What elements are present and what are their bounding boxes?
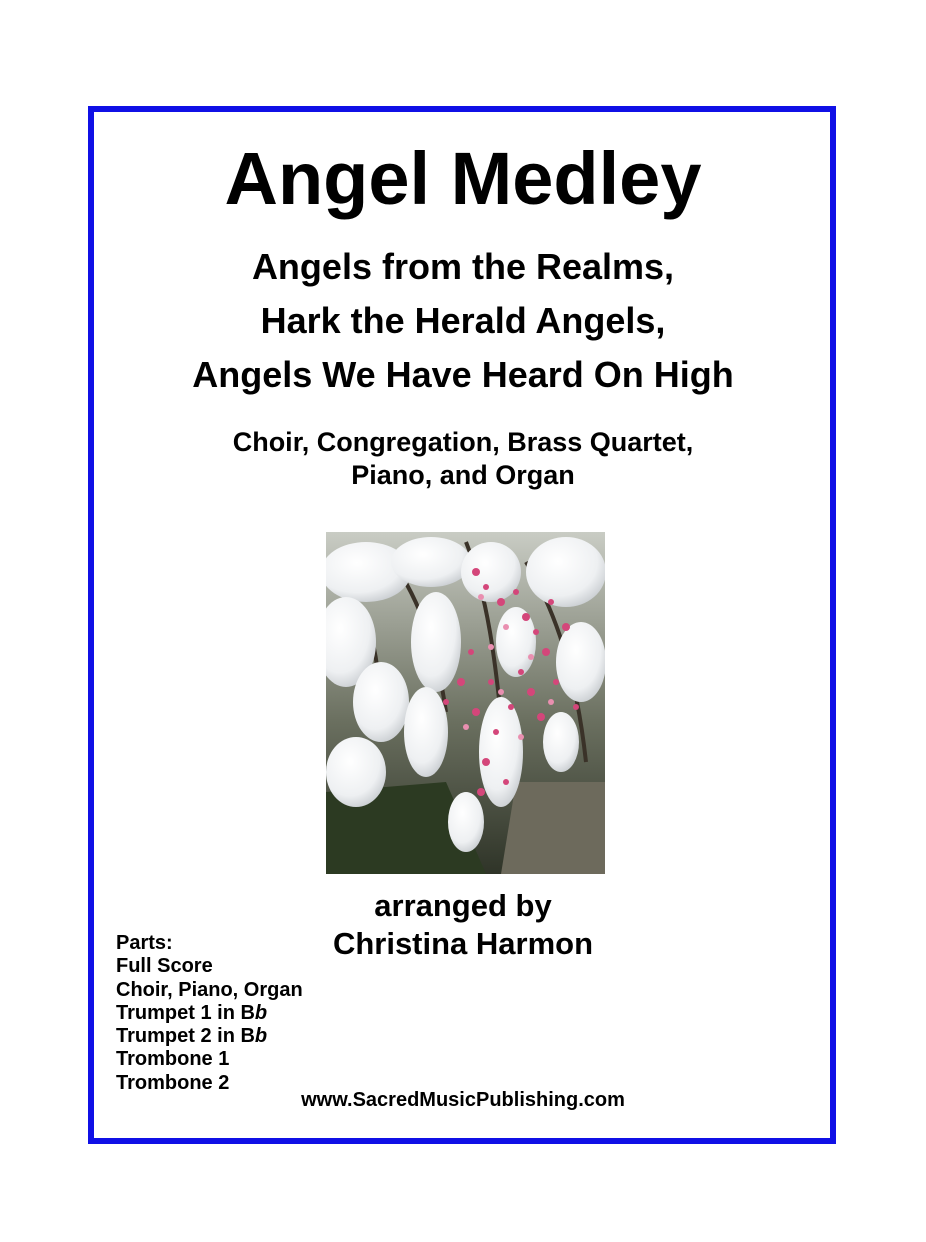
- subtitle-line: Hark the Herald Angels,: [260, 300, 666, 341]
- snowy-blossom-photo-icon: [326, 532, 605, 874]
- part-item-name: Trumpet 2 in B: [116, 1025, 255, 1048]
- flat-symbol: b: [254, 1001, 268, 1024]
- subtitle-line: Angels from the Realms,: [251, 246, 675, 287]
- part-item: Trombone 2: [116, 1071, 230, 1094]
- publisher-website: www.SacredMusicPublishing.com: [301, 1089, 625, 1111]
- part-item: Choir, Piano, Organ: [116, 978, 303, 1001]
- instrumentation-line: Choir, Congregation, Brass Quartet,: [232, 427, 694, 457]
- subtitle-line: Angels We Have Heard On High: [192, 354, 734, 395]
- cover-title: Angel Medley: [224, 137, 702, 220]
- flat-symbol: b: [254, 1025, 268, 1048]
- subtitle-block: [0, 240, 926, 402]
- part-item: Full Score: [116, 955, 213, 978]
- parts-heading: Parts:: [116, 932, 173, 954]
- part-item: [116, 1025, 303, 1048]
- composer-name: Christina Harmon: [332, 926, 594, 961]
- part-item: Trombone 1: [116, 1048, 230, 1071]
- instrumentation-line: Piano, and Organ: [351, 460, 575, 490]
- cover-photo: [326, 532, 605, 874]
- arranged-by-label: arranged by: [374, 888, 552, 923]
- parts-list: [116, 932, 303, 1095]
- part-item-name: Trumpet 1 in B: [116, 1001, 255, 1024]
- part-item: [116, 1002, 303, 1025]
- instrumentation-block: [0, 426, 926, 492]
